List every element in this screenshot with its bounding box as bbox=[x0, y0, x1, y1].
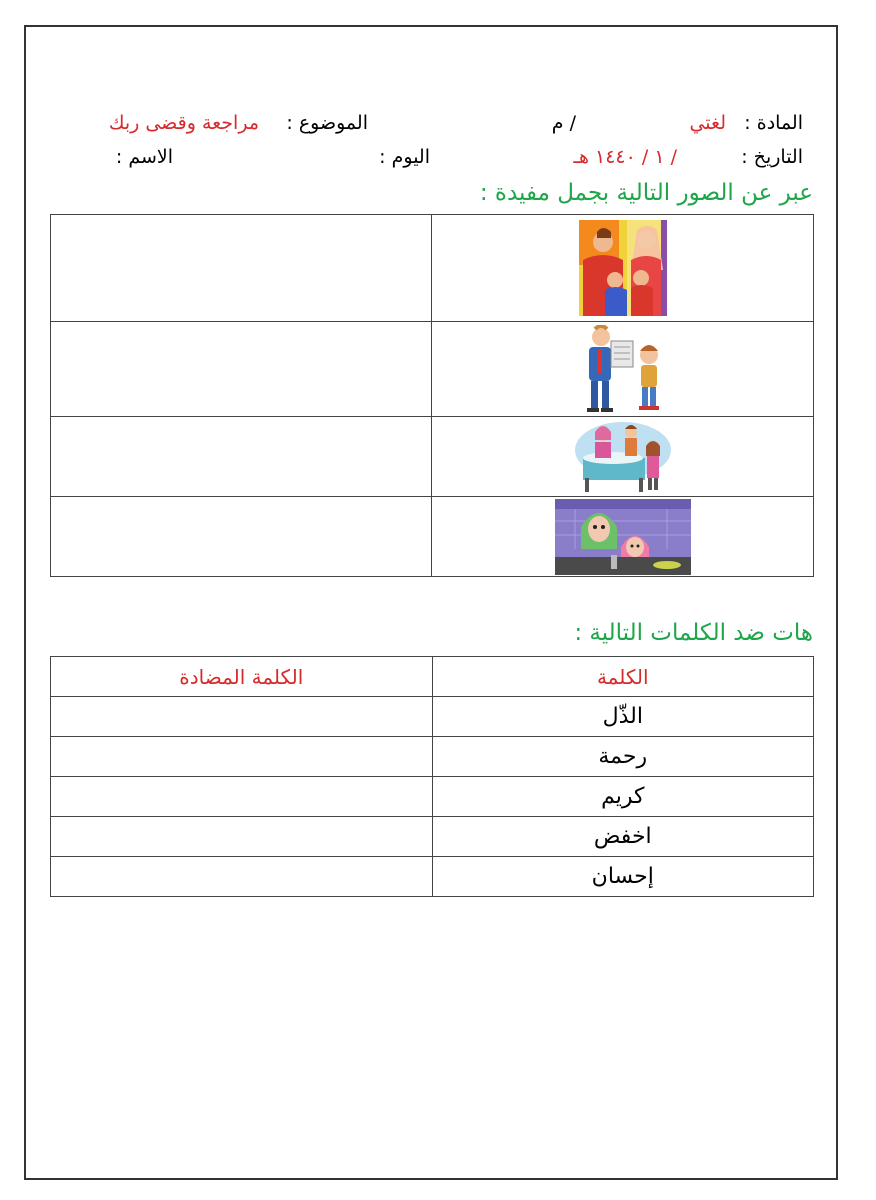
opposites-table bbox=[50, 656, 814, 897]
picture-sentences-table bbox=[50, 214, 814, 577]
date-label: التاريخ : bbox=[741, 146, 803, 168]
name-label: الاسم : bbox=[115, 146, 173, 168]
opposite-answer-cell[interactable] bbox=[51, 737, 433, 777]
date-value: / ١ / ١٤٤٠ هـ bbox=[573, 146, 677, 168]
section2-title: هات ضد الكلمات التالية : bbox=[574, 620, 813, 646]
table-row bbox=[51, 857, 814, 897]
table-row bbox=[51, 322, 814, 417]
picture-cell bbox=[432, 215, 814, 322]
table-row bbox=[51, 417, 814, 497]
word-cell: اخفض bbox=[432, 817, 813, 857]
family-dining-table-illustration bbox=[573, 420, 673, 494]
word-cell: إحسان bbox=[432, 857, 813, 897]
picture-cell bbox=[432, 322, 814, 417]
table-row bbox=[51, 697, 814, 737]
answer-cell[interactable] bbox=[51, 497, 432, 577]
column-header-word: الكلمة bbox=[432, 657, 813, 697]
subject-label: المادة : bbox=[744, 112, 803, 134]
opposite-answer-cell[interactable] bbox=[51, 777, 433, 817]
answer-cell[interactable] bbox=[51, 322, 432, 417]
table-row bbox=[51, 497, 814, 577]
opposite-answer-cell[interactable] bbox=[51, 857, 433, 897]
table-row bbox=[51, 737, 814, 777]
table-row bbox=[51, 817, 814, 857]
table-header-row bbox=[51, 657, 814, 697]
father-reading-newspaper-boy-illustration bbox=[581, 325, 665, 413]
topic-label: الموضوع : bbox=[286, 112, 368, 134]
column-header-opposite: الكلمة المضادة bbox=[51, 657, 433, 697]
picture-cell bbox=[432, 497, 814, 577]
picture-cell bbox=[432, 417, 814, 497]
word-cell: الذّل bbox=[432, 697, 813, 737]
family-portrait-illustration bbox=[579, 220, 667, 316]
section1-title: عبر عن الصور التالية بجمل مفيدة : bbox=[479, 180, 813, 206]
topic-value: مراجعة وقضى ربك bbox=[108, 112, 259, 134]
word-cell: رحمة bbox=[432, 737, 813, 777]
answer-cell[interactable] bbox=[51, 215, 432, 322]
table-row bbox=[51, 215, 814, 322]
opposite-answer-cell[interactable] bbox=[51, 697, 433, 737]
class-slash: / م bbox=[551, 112, 576, 134]
answer-cell[interactable] bbox=[51, 417, 432, 497]
subject-value: لغتي bbox=[689, 112, 726, 134]
mother-daughter-kitchen-illustration bbox=[555, 499, 691, 575]
word-cell: كريم bbox=[432, 777, 813, 817]
table-row bbox=[51, 777, 814, 817]
day-label: اليوم : bbox=[379, 146, 430, 168]
opposite-answer-cell[interactable] bbox=[51, 817, 433, 857]
